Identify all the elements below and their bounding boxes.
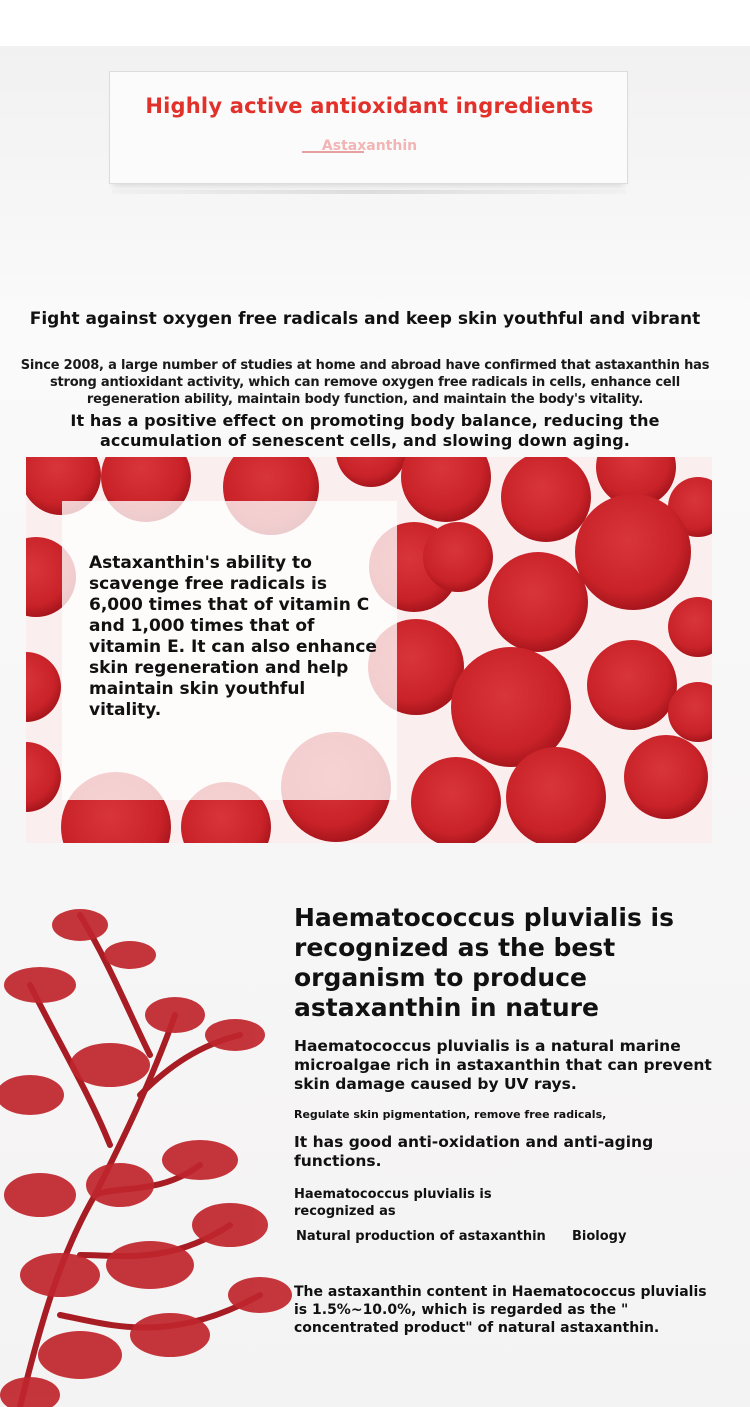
intro-headline: Fight against oxygen free radicals and keep skin youthful and vibrant — [29, 309, 701, 329]
red-seaweed-illustration — [0, 895, 300, 1407]
intro-small-text: Since 2008, a large number of studies at home and abroad have confirmed that astaxanthin has strong antioxidant activity, which can remove oxygen free radicals in cells, enhance cell regeneration ability, maintain body function, and maintain the body's vitality. — [20, 358, 710, 407]
page-title: Highly active antioxidant ingredients — [145, 94, 594, 118]
title-card — [109, 71, 628, 184]
cells-overlay-text: Astaxanthin's ability to scavenge free radicals is 6,000 times that of vitamin C and 1,000 times that of vitamin E. It can also enhance skin regeneration and help maintain skin youthful vitality. — [89, 553, 377, 720]
haematococcus-paragraph-2: Regulate skin pigmentation, remove free radicals, — [294, 1108, 607, 1121]
haematococcus-paragraph-1: Haematococcus pluvialis is a natural marine microalgae rich in astaxanthin that can prevent skin damage caused by UV rays. — [294, 1037, 712, 1093]
top-white-band — [0, 0, 750, 46]
haematococcus-title: Haematococcus pluvialis is recognized as the best organism to produce astaxanthin in nature — [294, 903, 674, 1022]
haematococcus-paragraph-4: Haematococcus pluvialis is recognized as — [294, 1187, 492, 1219]
title-card-shadow — [112, 190, 626, 194]
red-cells-image — [26, 457, 712, 843]
haematococcus-label-natural-production: Natural production of astaxanthin — [296, 1229, 546, 1244]
haematococcus-paragraph-6: The astaxanthin content in Haematococcus pluvialis is 1.5%~10.0%, which is regarded as the " concentrated product" of natural astaxanthin. — [294, 1284, 707, 1336]
cells-text-overlay — [62, 501, 397, 800]
intro-large-text: It has a positive effect on promoting body balance, reducing the accumulation of senescent cells, and slowing down aging. — [70, 411, 660, 450]
haematococcus-label-biology: Biology — [572, 1229, 627, 1244]
haematococcus-paragraph-3: It has good anti-oxidation and anti-aging functions. — [294, 1133, 654, 1170]
page-subtitle: Astaxanthin — [321, 138, 418, 154]
